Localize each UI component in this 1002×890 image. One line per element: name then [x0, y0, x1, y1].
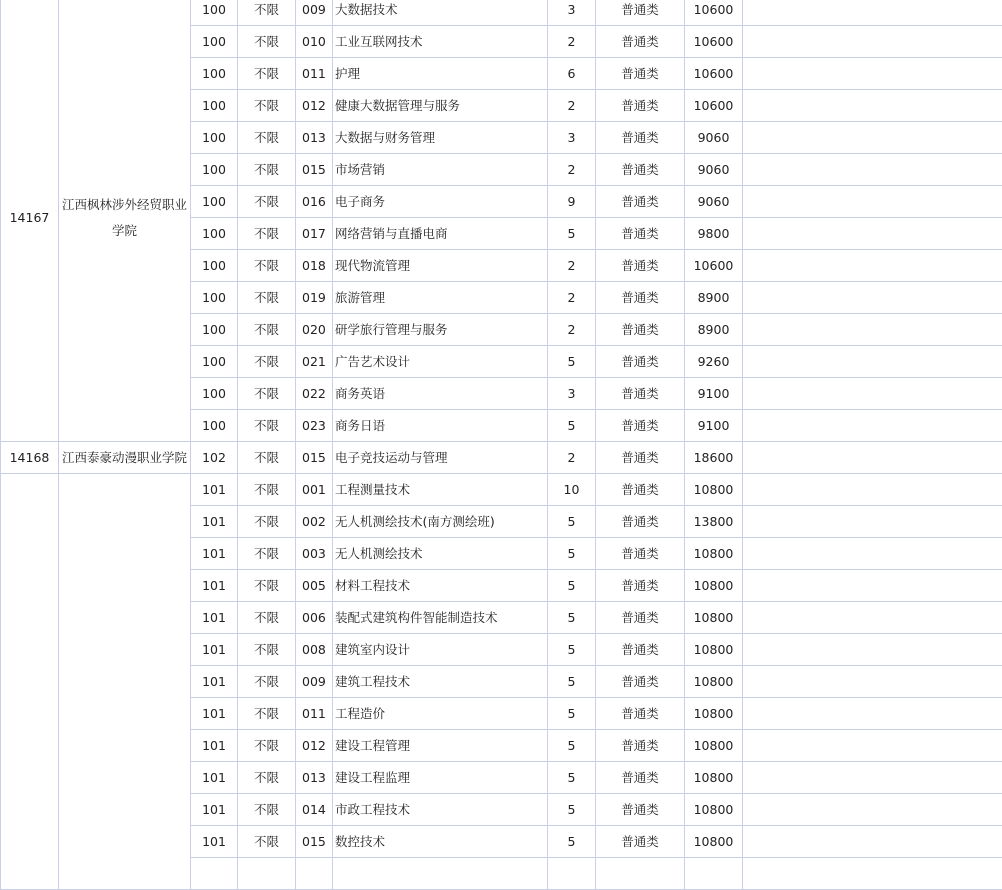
major-code-cell: 015	[296, 442, 333, 474]
major-code-cell: 010	[296, 26, 333, 58]
subject-requirement-cell: 不限	[238, 410, 296, 442]
tuition-cell: 9060	[685, 154, 743, 186]
subject-requirement-cell	[238, 858, 296, 890]
major-code-cell: 020	[296, 314, 333, 346]
plan-count-cell: 5	[548, 410, 596, 442]
tuition-cell	[685, 858, 743, 890]
major-code-cell: 003	[296, 538, 333, 570]
subject-requirement-cell: 不限	[238, 26, 296, 58]
subject-requirement-cell: 不限	[238, 826, 296, 858]
plan-count-cell: 2	[548, 442, 596, 474]
major-name-cell: 大数据技术	[333, 0, 548, 26]
subject-requirement-cell: 不限	[238, 570, 296, 602]
major-code-cell: 012	[296, 730, 333, 762]
tuition-cell: 10800	[685, 602, 743, 634]
major-name-cell: 建筑室内设计	[333, 634, 548, 666]
major-code-cell: 014	[296, 794, 333, 826]
category-cell: 普通类	[596, 506, 685, 538]
plan-count-cell: 5	[548, 602, 596, 634]
note-cell	[743, 26, 1002, 58]
major-name-cell: 数控技术	[333, 826, 548, 858]
tuition-cell: 9800	[685, 218, 743, 250]
plan-count-cell: 5	[548, 826, 596, 858]
note-cell	[743, 474, 1002, 506]
category-cell: 普通类	[596, 250, 685, 282]
note-cell	[743, 58, 1002, 90]
subject-requirement-cell: 不限	[238, 762, 296, 794]
category-cell: 普通类	[596, 58, 685, 90]
tuition-cell: 10600	[685, 26, 743, 58]
group-code-cell: 101	[191, 474, 238, 506]
plan-count-cell: 5	[548, 506, 596, 538]
subject-requirement-cell: 不限	[238, 282, 296, 314]
group-code-cell: 101	[191, 634, 238, 666]
group-code-cell: 100	[191, 282, 238, 314]
plan-count-cell	[548, 858, 596, 890]
group-code-cell: 100	[191, 58, 238, 90]
subject-requirement-cell: 不限	[238, 218, 296, 250]
major-code-cell: 021	[296, 346, 333, 378]
table-body	[1, 0, 1002, 890]
plan-count-cell: 9	[548, 186, 596, 218]
plan-count-cell: 5	[548, 762, 596, 794]
major-name-cell: 材料工程技术	[333, 570, 548, 602]
major-code-cell: 023	[296, 410, 333, 442]
tuition-cell: 10800	[685, 730, 743, 762]
category-cell: 普通类	[596, 0, 685, 26]
category-cell: 普通类	[596, 26, 685, 58]
major-code-cell: 012	[296, 90, 333, 122]
major-name-cell: 电子商务	[333, 186, 548, 218]
major-code-cell: 011	[296, 698, 333, 730]
major-name-cell: 建设工程监理	[333, 762, 548, 794]
note-cell	[743, 90, 1002, 122]
note-cell	[743, 506, 1002, 538]
tuition-cell: 10800	[685, 826, 743, 858]
note-cell	[743, 154, 1002, 186]
tuition-cell: 10800	[685, 666, 743, 698]
note-cell	[743, 410, 1002, 442]
major-code-cell: 022	[296, 378, 333, 410]
table-row	[1, 442, 1002, 474]
subject-requirement-cell: 不限	[238, 0, 296, 26]
plan-count-cell: 6	[548, 58, 596, 90]
note-cell	[743, 634, 1002, 666]
plan-count-cell: 3	[548, 122, 596, 154]
group-code-cell: 101	[191, 506, 238, 538]
major-name-cell: 无人机测绘技术(南方测绘班)	[333, 506, 548, 538]
tuition-cell: 10800	[685, 794, 743, 826]
note-cell	[743, 442, 1002, 474]
note-cell	[743, 346, 1002, 378]
category-cell: 普通类	[596, 122, 685, 154]
major-name-cell: 建设工程管理	[333, 730, 548, 762]
category-cell: 普通类	[596, 794, 685, 826]
major-code-cell: 015	[296, 154, 333, 186]
group-code-cell: 100	[191, 90, 238, 122]
major-name-cell: 电子竞技运动与管理	[333, 442, 548, 474]
major-name-cell: 旅游管理	[333, 282, 548, 314]
major-name-cell: 现代物流管理	[333, 250, 548, 282]
note-cell	[743, 282, 1002, 314]
major-name-cell: 商务日语	[333, 410, 548, 442]
note-cell	[743, 794, 1002, 826]
group-code-cell: 101	[191, 762, 238, 794]
group-code-cell: 101	[191, 698, 238, 730]
tuition-cell: 10600	[685, 250, 743, 282]
major-code-cell: 018	[296, 250, 333, 282]
category-cell	[596, 858, 685, 890]
category-cell: 普通类	[596, 762, 685, 794]
major-code-cell: 009	[296, 0, 333, 26]
category-cell: 普通类	[596, 410, 685, 442]
note-cell	[743, 730, 1002, 762]
major-code-cell: 017	[296, 218, 333, 250]
institution-code-cell: 14168	[1, 442, 59, 474]
tuition-cell: 10800	[685, 538, 743, 570]
major-name-cell: 无人机测绘技术	[333, 538, 548, 570]
note-cell	[743, 538, 1002, 570]
subject-requirement-cell: 不限	[238, 666, 296, 698]
plan-count-cell: 5	[548, 570, 596, 602]
plan-count-cell: 2	[548, 250, 596, 282]
tuition-cell: 9100	[685, 378, 743, 410]
subject-requirement-cell: 不限	[238, 602, 296, 634]
group-code-cell: 100	[191, 410, 238, 442]
major-code-cell: 009	[296, 666, 333, 698]
major-name-cell: 商务英语	[333, 378, 548, 410]
major-name-cell: 研学旅行管理与服务	[333, 314, 548, 346]
tuition-cell: 9100	[685, 410, 743, 442]
category-cell: 普通类	[596, 314, 685, 346]
group-code-cell: 100	[191, 250, 238, 282]
major-code-cell	[296, 858, 333, 890]
note-cell	[743, 250, 1002, 282]
major-code-cell: 015	[296, 826, 333, 858]
plan-count-cell: 3	[548, 378, 596, 410]
tuition-cell: 9260	[685, 346, 743, 378]
major-code-cell: 008	[296, 634, 333, 666]
category-cell: 普通类	[596, 570, 685, 602]
major-name-cell	[333, 858, 548, 890]
group-code-cell: 101	[191, 730, 238, 762]
category-cell: 普通类	[596, 346, 685, 378]
group-code-cell: 101	[191, 666, 238, 698]
note-cell	[743, 186, 1002, 218]
category-cell: 普通类	[596, 634, 685, 666]
group-code-cell: 101	[191, 602, 238, 634]
subject-requirement-cell: 不限	[238, 314, 296, 346]
major-name-cell: 护理	[333, 58, 548, 90]
group-code-cell: 101	[191, 570, 238, 602]
tuition-cell: 9060	[685, 186, 743, 218]
group-code-cell: 100	[191, 346, 238, 378]
plan-count-cell: 2	[548, 26, 596, 58]
tuition-cell: 13800	[685, 506, 743, 538]
category-cell: 普通类	[596, 186, 685, 218]
major-name-cell: 健康大数据管理与服务	[333, 90, 548, 122]
major-name-cell: 工程测量技术	[333, 474, 548, 506]
subject-requirement-cell: 不限	[238, 506, 296, 538]
group-code-cell: 100	[191, 186, 238, 218]
tuition-cell: 9060	[685, 122, 743, 154]
table-row	[1, 0, 1002, 26]
note-cell	[743, 218, 1002, 250]
group-code-cell: 101	[191, 794, 238, 826]
major-name-cell: 工程造价	[333, 698, 548, 730]
major-name-cell: 工业互联网技术	[333, 26, 548, 58]
plan-count-cell: 2	[548, 90, 596, 122]
tuition-cell: 10800	[685, 474, 743, 506]
group-code-cell: 100	[191, 314, 238, 346]
group-code-cell: 100	[191, 0, 238, 26]
group-code-cell: 101	[191, 538, 238, 570]
subject-requirement-cell: 不限	[238, 378, 296, 410]
tuition-cell: 10800	[685, 570, 743, 602]
plan-count-cell: 2	[548, 314, 596, 346]
plan-count-cell: 5	[548, 634, 596, 666]
major-code-cell: 001	[296, 474, 333, 506]
major-name-cell: 建筑工程技术	[333, 666, 548, 698]
institution-name-cell	[59, 474, 191, 890]
major-code-cell: 011	[296, 58, 333, 90]
category-cell: 普通类	[596, 538, 685, 570]
category-cell: 普通类	[596, 698, 685, 730]
note-cell	[743, 122, 1002, 154]
major-name-cell: 市政工程技术	[333, 794, 548, 826]
major-name-cell: 市场营销	[333, 154, 548, 186]
group-code-cell	[191, 858, 238, 890]
subject-requirement-cell: 不限	[238, 58, 296, 90]
category-cell: 普通类	[596, 378, 685, 410]
major-code-cell: 016	[296, 186, 333, 218]
major-name-cell: 广告艺术设计	[333, 346, 548, 378]
note-cell	[743, 762, 1002, 794]
group-code-cell: 100	[191, 122, 238, 154]
category-cell: 普通类	[596, 666, 685, 698]
note-cell	[743, 858, 1002, 890]
plan-count-cell: 5	[548, 730, 596, 762]
group-code-cell: 100	[191, 218, 238, 250]
institution-code-cell: 14167	[1, 0, 59, 442]
table-row	[1, 474, 1002, 506]
tuition-cell: 18600	[685, 442, 743, 474]
subject-requirement-cell: 不限	[238, 186, 296, 218]
group-code-cell: 102	[191, 442, 238, 474]
note-cell	[743, 698, 1002, 730]
plan-count-cell: 5	[548, 666, 596, 698]
group-code-cell: 100	[191, 26, 238, 58]
subject-requirement-cell: 不限	[238, 698, 296, 730]
major-name-cell: 装配式建筑构件智能制造技术	[333, 602, 548, 634]
subject-requirement-cell: 不限	[238, 538, 296, 570]
group-code-cell: 101	[191, 826, 238, 858]
category-cell: 普通类	[596, 474, 685, 506]
subject-requirement-cell: 不限	[238, 794, 296, 826]
plan-count-cell: 10	[548, 474, 596, 506]
subject-requirement-cell: 不限	[238, 250, 296, 282]
note-cell	[743, 602, 1002, 634]
category-cell: 普通类	[596, 154, 685, 186]
note-cell	[743, 570, 1002, 602]
category-cell: 普通类	[596, 602, 685, 634]
tuition-cell: 10800	[685, 634, 743, 666]
note-cell	[743, 0, 1002, 26]
plan-count-cell: 3	[548, 0, 596, 26]
note-cell	[743, 666, 1002, 698]
subject-requirement-cell: 不限	[238, 474, 296, 506]
plan-count-cell: 2	[548, 154, 596, 186]
subject-requirement-cell: 不限	[238, 442, 296, 474]
major-code-cell: 013	[296, 762, 333, 794]
major-code-cell: 013	[296, 122, 333, 154]
category-cell: 普通类	[596, 282, 685, 314]
major-name-cell: 网络营销与直播电商	[333, 218, 548, 250]
plan-count-cell: 5	[548, 538, 596, 570]
note-cell	[743, 314, 1002, 346]
group-code-cell: 100	[191, 154, 238, 186]
tuition-cell: 10600	[685, 90, 743, 122]
tuition-cell: 10600	[685, 58, 743, 90]
group-code-cell: 100	[191, 378, 238, 410]
category-cell: 普通类	[596, 442, 685, 474]
category-cell: 普通类	[596, 218, 685, 250]
category-cell: 普通类	[596, 730, 685, 762]
tuition-cell: 8900	[685, 314, 743, 346]
major-code-cell: 002	[296, 506, 333, 538]
category-cell: 普通类	[596, 826, 685, 858]
tuition-cell: 10800	[685, 698, 743, 730]
institution-name-cell: 江西枫林涉外经贸职业学院	[59, 0, 191, 442]
tuition-cell: 10600	[685, 0, 743, 26]
subject-requirement-cell: 不限	[238, 730, 296, 762]
subject-requirement-cell: 不限	[238, 122, 296, 154]
category-cell: 普通类	[596, 90, 685, 122]
plan-count-cell: 2	[548, 282, 596, 314]
tuition-cell: 10800	[685, 762, 743, 794]
plan-count-cell: 5	[548, 218, 596, 250]
major-name-cell: 大数据与财务管理	[333, 122, 548, 154]
major-code-cell: 006	[296, 602, 333, 634]
institution-code-cell	[1, 474, 59, 890]
major-code-cell: 019	[296, 282, 333, 314]
major-code-cell: 005	[296, 570, 333, 602]
note-cell	[743, 826, 1002, 858]
note-cell	[743, 378, 1002, 410]
subject-requirement-cell: 不限	[238, 346, 296, 378]
plan-count-cell: 5	[548, 698, 596, 730]
tuition-cell: 8900	[685, 282, 743, 314]
subject-requirement-cell: 不限	[238, 154, 296, 186]
subject-requirement-cell: 不限	[238, 634, 296, 666]
plan-count-cell: 5	[548, 794, 596, 826]
plan-count-cell: 5	[548, 346, 596, 378]
institution-name-cell: 江西泰豪动漫职业学院	[59, 442, 191, 474]
subject-requirement-cell: 不限	[238, 90, 296, 122]
